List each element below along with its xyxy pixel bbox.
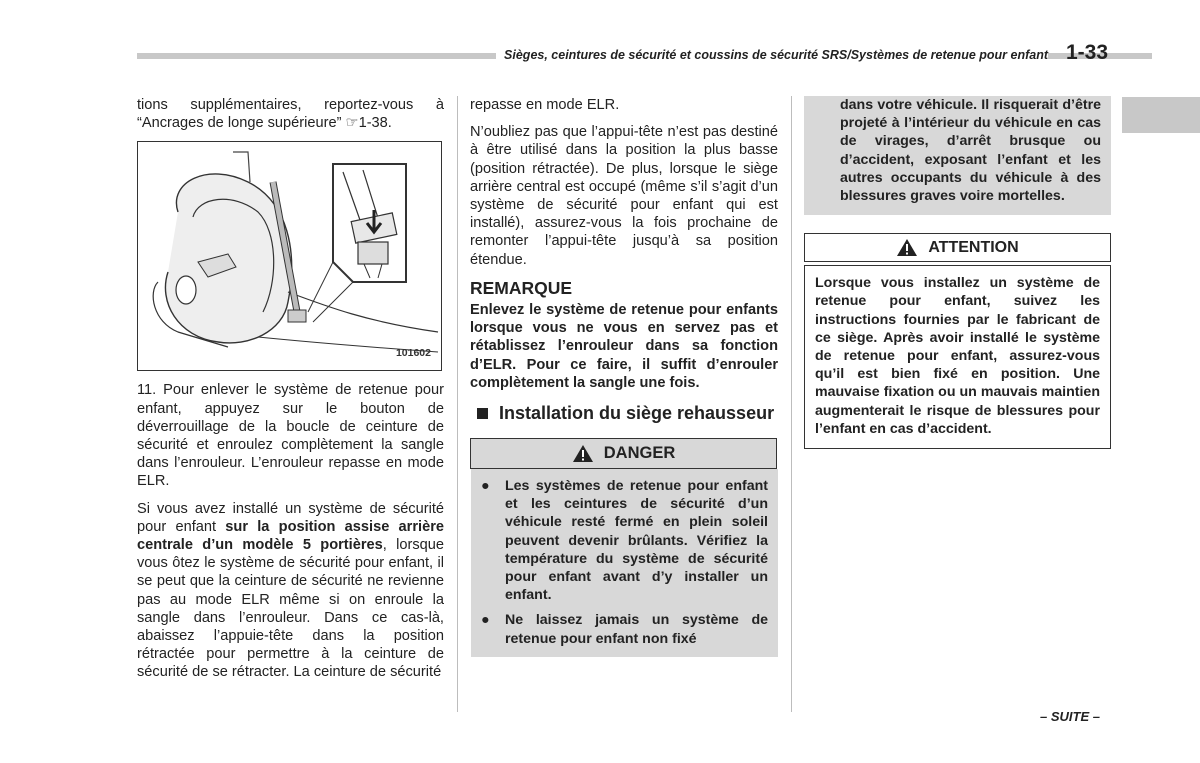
column-2 (470, 96, 778, 657)
danger-box-continued: dans votre véhicule. Il risquerait d’être projeté à l’intérieur du véhicule en cas de virages, d’arrêt brusque ou d’accident, exposant l’enfant et les autres occupants du véhicule à des blessures graves voire mortelles. (804, 96, 1111, 215)
danger-header: DANGER (470, 438, 777, 469)
column-divider (791, 96, 792, 712)
intro-paragraph: tions supplémentaires, reportez-vous à “Ancrages de longe supérieure” ☞1-38. (137, 97, 444, 132)
chapter-title: Sièges, ceintures de sécurité et coussins de sécurité SRS/Systèmes de retenue pour enfant (496, 48, 1048, 62)
section-heading: Installation du siège rehausseur (470, 402, 778, 424)
figure-id: 101602 (395, 347, 431, 360)
danger-item: ● Ne laissez jamais un système de retenue pour enfant non fixé (481, 612, 768, 647)
chapter-tab (1122, 97, 1200, 133)
column-divider (457, 96, 458, 712)
warning-triangle-icon (572, 444, 594, 463)
bullet-dot: ● (481, 612, 490, 629)
step-11-paragraph: 11. Pour enlever le système de retenue pour enfant, appuyez sur le bouton de déverrouillage de la boucle de ceinture de sécurité et enroulez complètement la sangle dans l’enrouleur. L’enrouleur repasse en mode ELR. (137, 382, 444, 490)
page-number: 1-33 (1066, 41, 1109, 64)
headrest-paragraph: N’oubliez pas que l’appui-tête n’est pas destiné à être utilisé dans la position la plus basse (position rétractée). De plus, lorsque le siège arrière central est occupé (même s’il s’agit d’un système de sécurité pour enfant qui est installé), assurez-vous la fois prochaine de remonter l’appui-tête jusqu’à sa position étendue. (470, 124, 778, 268)
remarque-text: Enlevez le système de retenue pour enfants lorsque vous ne vous en servez pas et rétablissez l’enrouleur dans sa fonction d’ELR. Pour ce faire, il suffit d’enrouler complètement la sangle une fois. (470, 302, 778, 391)
bullet-dot: ● (481, 478, 490, 495)
danger-item: ● Les systèmes de retenue pour enfant et les ceintures de sécurité d’un véhicule resté fermé en plein soleil peuvent devenir brûlants. Vérifiez la température du système de sécurité pour enfant avant d’y installer un enfant. (481, 478, 768, 604)
square-bullet-icon (477, 408, 488, 419)
attention-box: Lorsque vous installez un système de retenue pour enfant, suivez les instructions fournies par le fabricant de ce siège. Après avoir installé le système de retenue pour enfant, assurez-vous qu’il est bien fixé en position. Une mauvaise fixation ou un mauvais maintien augmenterait le risque de blessures pour l’enfant en cas d’accident. (804, 265, 1111, 449)
seat-belt-release-drawing (138, 142, 441, 370)
danger-box (471, 469, 778, 657)
column-3 (804, 96, 1111, 449)
center-seat-paragraph: Si vous avez installé un système de sécurité pour enfant sur la position assise arrière centrale d’un modèle 5 portières, lorsque vous ôtez le système de sécurité pour enfant, il se peut que la ceinture de sécurité ne revienne pas au mode ELR même si on enroule la sangle dans l’enrouleur. Dans ce cas-là, abaissez l’appuie-tête dans la position rétractée pour permettre à la ceinture de sécurité de se rétracter. La ceinture de sécurité (137, 500, 444, 681)
continued-text: repasse en mode ELR. (470, 97, 620, 113)
child-seat-illustration (137, 141, 442, 371)
remarque-heading: REMARQUE (470, 277, 573, 298)
column-1 (137, 96, 444, 691)
continued-marker: – SUITE – (1040, 709, 1100, 724)
attention-header: ATTENTION (804, 233, 1111, 262)
warning-triangle-icon (896, 238, 918, 257)
